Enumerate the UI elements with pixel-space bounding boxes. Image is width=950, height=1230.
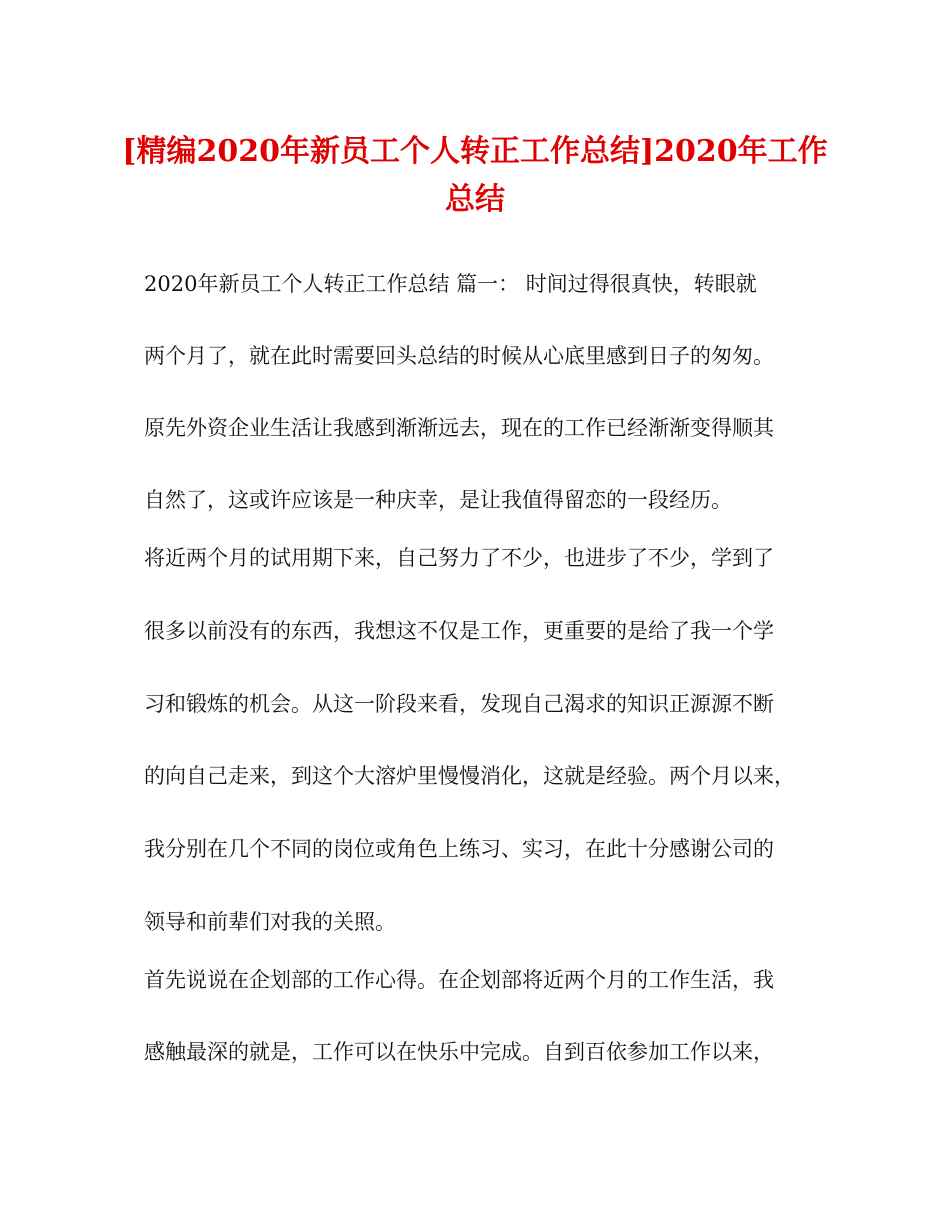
document-title-line-1: [精编2020年新员工个人转正工作总结]2020年工作 [122,134,828,169]
body-line-7: 习和锻炼的机会。从这一阶段来看，发现自己渴求的知识正源源不断 [144,692,774,716]
body-line-11: 首先说说在企划部的工作心得。在企划部将近两个月的工作生活，我 [144,968,774,992]
body-line-1: 2020年新员工个人转正工作总结 篇一： 时间过得很真快，转眼就 [144,272,757,296]
document-title-line-2: 总结 [445,182,505,217]
body-line-10: 领导和前辈们对我的关照。 [144,910,396,934]
body-line-3: 原先外资企业生活让我感到渐渐远去，现在的工作已经渐渐变得顺其 [144,416,774,440]
body-line-2: 两个月了，就在此时需要回头总结的时候从心底里感到日子的匆匆。 [144,344,774,368]
body-line-4: 自然了，这或许应该是一种庆幸，是让我值得留恋的一段经历。 [144,488,732,512]
body-line-5: 将近两个月的试用期下来，自己努力了不少，也进步了不少，学到了 [144,546,774,570]
body-line-9: 我分别在几个不同的岗位或角色上练习、实习，在此十分感谢公司的 [144,837,774,861]
body-line-6: 很多以前没有的东西，我想这不仅是工作，更重要的是给了我一个学 [144,619,774,643]
body-line-12: 感触最深的就是，工作可以在快乐中完成。自到百依参加工作以来， [144,1040,774,1064]
body-line-8: 的向自己走来，到这个大溶炉里慢慢消化，这就是经验。两个月以来， [144,764,795,788]
